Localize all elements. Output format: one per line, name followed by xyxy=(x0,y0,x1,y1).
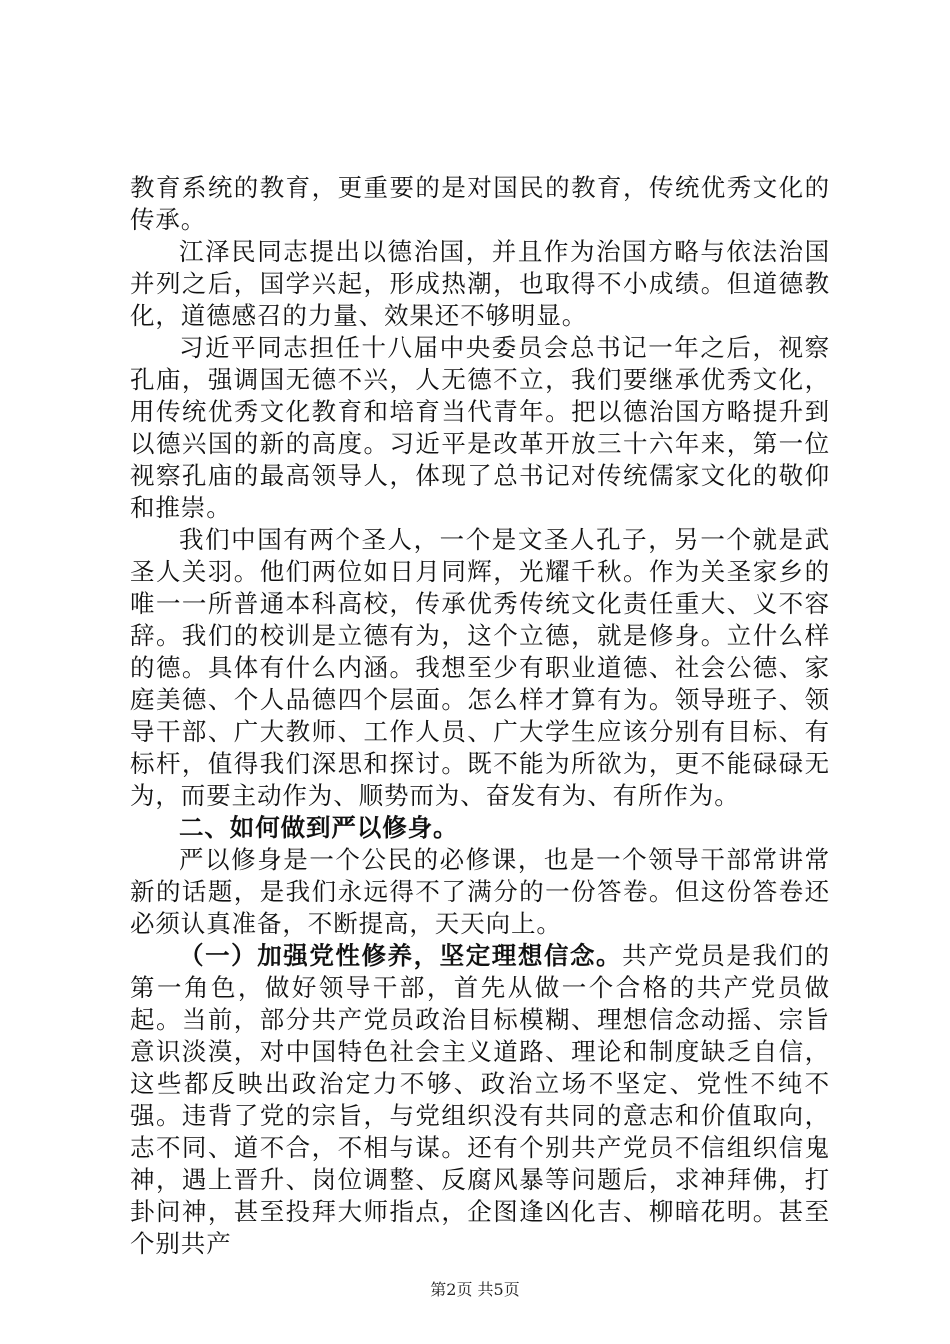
paragraph-jiang-zemin: 江泽民同志提出以德治国，并且作为治国方略与依法治国并列之后，国学兴起，形成热潮，也取得不小成绩。但道德教化，道德感召的力量、效果还不够明显。 xyxy=(130,237,830,330)
document-body xyxy=(130,172,830,1260)
paragraph-party-spirit-text: 共产党员是我们的第一角色，做好领导干部，首先从做一个合格的共产党员做起。当前，部分共产党员政治目标模糊、理想信念动摇、宗旨意识淡漠，对中国特色社会主义道路、理论和制度缺乏自信，这些都反映出政治定力不够、政治立场不坚定、党性不纯不强。违背了党的宗旨，与党组织没有共同的意志和价值取向，志不同、道不合，不相与谋。还有个别共产党员不信组织信鬼神，遇上晋升、岗位调整、反腐风暴等问题后，求神拜佛，打卦问神，甚至投拜大师指点，企图逢凶化吉、柳暗花明。甚至个别共产 xyxy=(130,941,830,1258)
subsection-heading: （一）加强党性修养，坚定理想信念。 xyxy=(179,941,623,970)
paragraph-continuation: 教育系统的教育，更重要的是对国民的教育，传统优秀文化的传承。 xyxy=(130,173,830,234)
section-heading: 二、如何做到严以修身。 xyxy=(179,813,459,842)
paragraph-party-spirit xyxy=(130,940,830,1260)
paragraph-xi-jinping: 习近平同志担任十八届中央委员会总书记一年之后，视察孔庙，强调国无德不兴，人无德不立，我们要继承优秀文化，用传统优秀文化教育和培育当代青年。把以德治国方略提升到以德兴国的新的高度。习近平是改革开放三十六年来，第一位视察孔庙的最高领导人，体现了总书记对传统儒家文化的敬仰和推崇。 xyxy=(130,333,830,522)
paragraph-two-sages: 我们中国有两个圣人，一个是文圣人孔子，另一个就是武圣人关羽。他们两位如日月同辉，光耀千秋。作为关圣家乡的唯一一所普通本科高校，传承优秀传统文化责任重大、义不容辞。我们的校训是立德有为，这个立德，就是修身。立什么样的德。具体有什么内涵。我想至少有职业道德、社会公德、家庭美德、个人品德四个层面。怎么样才算有为。领导班子、领导干部、广大教师、工作人员、广大学生应该分别有目标、有标杆，值得我们深思和探讨。既不能为所欲为，更不能碌碌无为，而要主动作为、顺势而为、奋发有为、有所作为。 xyxy=(130,525,830,810)
page-number-footer: 第2页 共5页 xyxy=(430,1280,520,1299)
paragraph-self-cultivation: 严以修身是一个公民的必修课，也是一个领导干部常讲常新的话题，是我们永远得不了满分的一份答卷。但这份答卷还必须认真准备，不断提高，天天向上。 xyxy=(130,845,830,938)
